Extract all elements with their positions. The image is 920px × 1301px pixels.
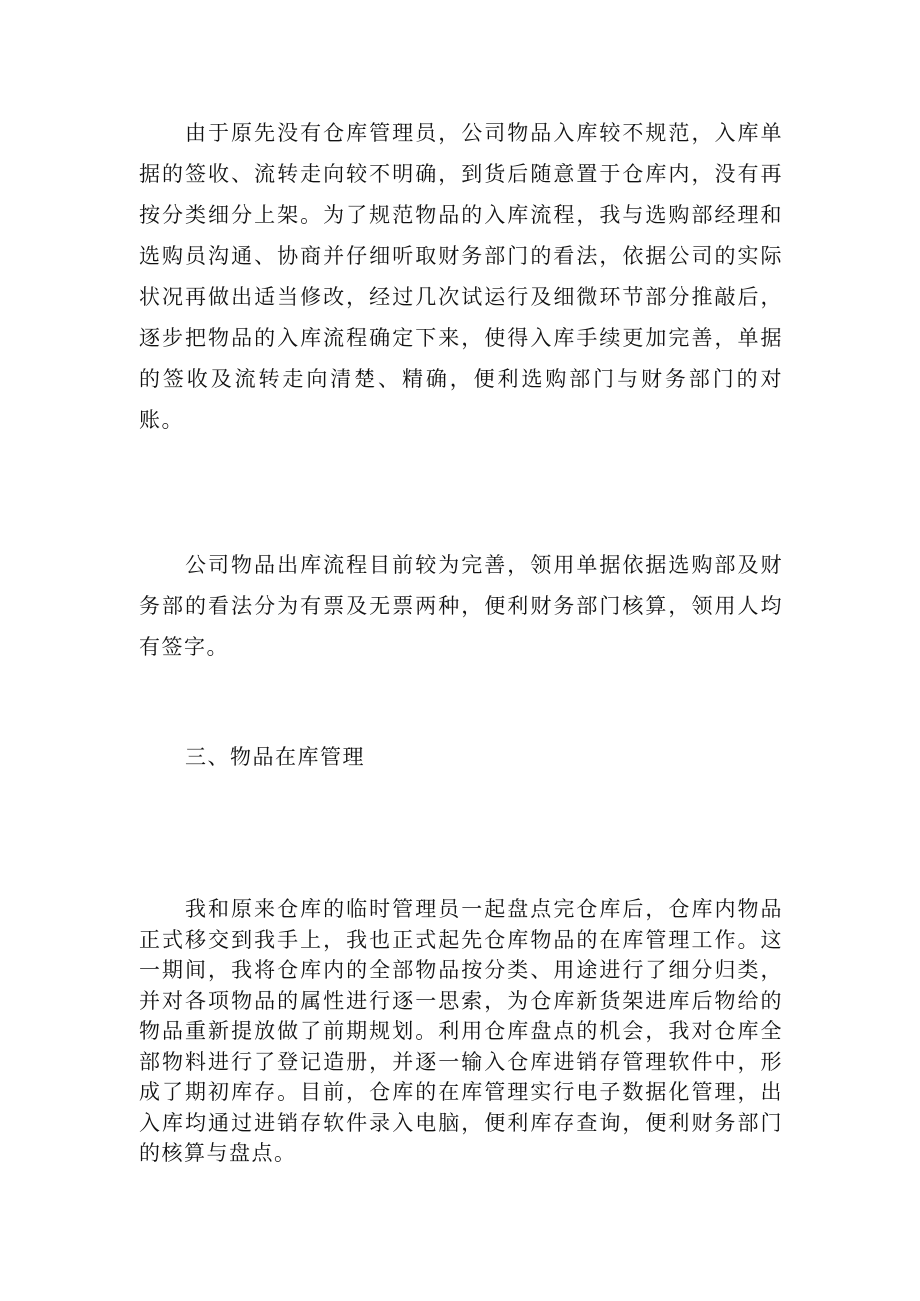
section-heading-inventory-management: 三、物品在库管理 (185, 745, 365, 769)
paragraph-outbound-process: 公司物品出库流程目前较为完善，领用单据依据选购部及财务部的看法分为有票及无票两种，便利财务部门核算，领用人均有签字。 (139, 553, 783, 659)
paragraph-inventory-management: 我和原来仓库的临时管理员一起盘点完仓库后，仓库内物品正式移交到我手上，我也正式起先仓库物品的在库管理工作。这一期间，我将仓库内的全部物品按分类、用途进行了细分归类，并对各项物品的属性进行逐一思索，为仓库新货架进库后物给的物品重新提放做了前期规划。利用仓库盘点的机会，我对仓库全部物料进行了登记造册，并逐一输入仓库进销存管理软件中，形成了期初库存。目前，仓库的在库管理实行电子数据化管理，出入库均通过进销存软件录入电脑，便利库存查询，便利财务部门的核算与盘点。 (139, 897, 783, 1165)
paragraph-inbound-process: 由于原先没有仓库管理员，公司物品入库较不规范，入库单据的签收、流转走向较不明确，到货后随意置于仓库内，没有再按分类细分上架。为了规范物品的入库流程，我与选购部经理和选购员沟通、协商并仔细听取财务部门的看法，依据公司的实际状况再做出适当修改，经过几次试运行及细微环节部分推敲后，逐步把物品的入库流程确定下来，使得入库手续更加完善，单据的签收及流转走向清楚、精确，便利选购部门与财务部门的对账。 (139, 121, 783, 432)
